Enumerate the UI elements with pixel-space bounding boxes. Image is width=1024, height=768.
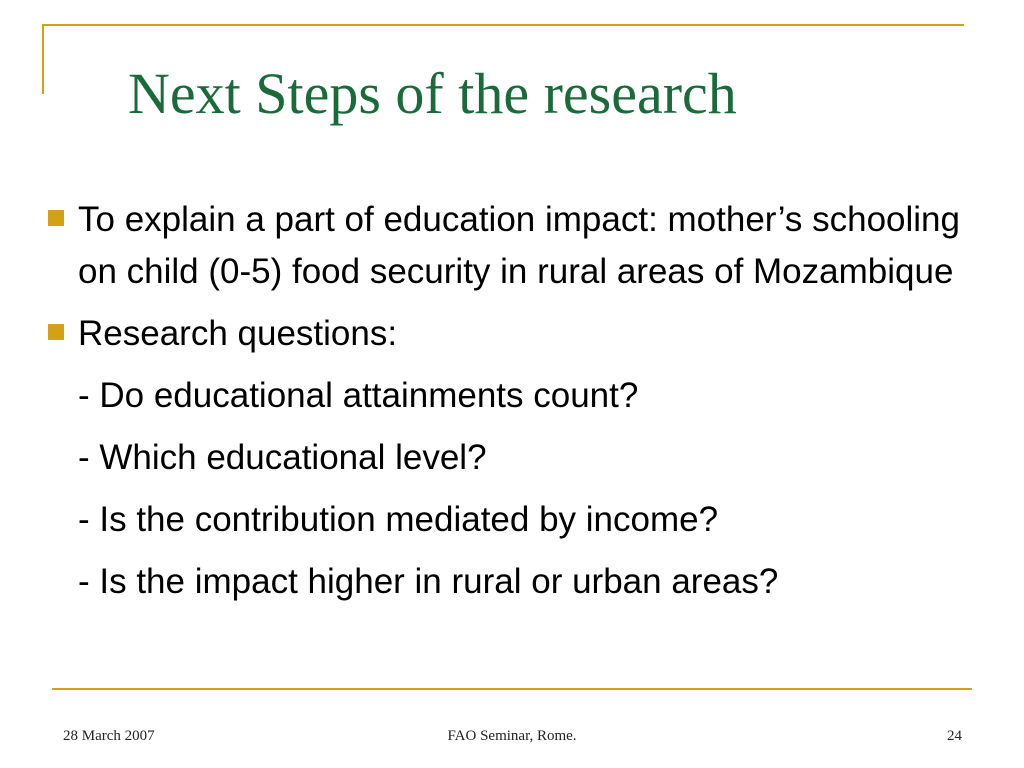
slide-number: 24	[947, 728, 962, 744]
bullet-item	[40, 194, 1000, 298]
research-question: - Do educational attainments count?	[78, 376, 639, 415]
top-frame-line	[42, 24, 964, 26]
research-question: - Is the impact higher in rural or urban areas?	[78, 562, 779, 601]
research-question: - Is the contribution mediated by income?	[78, 500, 719, 539]
bullet-text: To explain a part of education impact: mother’s schooling on child (0-5) food security in rural areas of Mozambique	[78, 200, 960, 291]
footer-event: FAO Seminar, Rome.	[447, 728, 577, 744]
slide-title: Next Steps of the research	[128, 61, 737, 126]
bullet-text: Research questions:	[78, 314, 398, 353]
footer-divider	[52, 688, 972, 690]
slide-content	[40, 194, 1000, 608]
square-bullet-icon	[48, 210, 64, 226]
square-bullet-icon	[48, 324, 64, 340]
research-question: - Which educational level?	[78, 438, 487, 477]
left-frame-line	[42, 24, 44, 94]
bullet-item	[40, 308, 1000, 360]
footer-date: 28 March 2007	[63, 728, 155, 744]
